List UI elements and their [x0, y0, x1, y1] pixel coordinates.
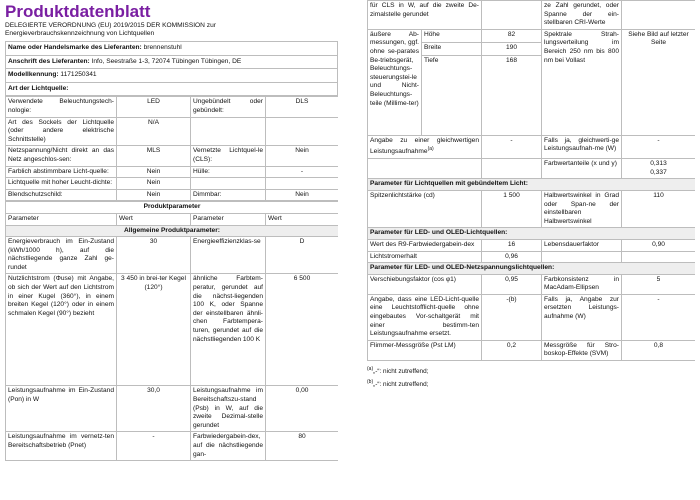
supplier-address-row	[6, 55, 338, 69]
col-header-param: Parameter	[6, 213, 117, 225]
table-row: Farbwertanteile (x und y) 0,313 0,337	[368, 159, 696, 179]
table-row: Flimmer-Messgröße (Pst LM) 0,2 Messgröße für Stro-boskop-Effekte (SVM) 0,8	[368, 340, 696, 360]
dimension-value: 82	[482, 29, 542, 42]
table-row: Leistungsaufnahme im vernetz-ten Bereitschaftsbetrieb (Pnet) - Farbwiedergabein-dex, auf die nächstliegende gan- 80	[6, 432, 339, 461]
model-value: 1171250341	[60, 71, 97, 79]
dimension-value: 168	[482, 55, 542, 135]
table-row: Verschiebungsfaktor (cos φ1) 0,95 Farbkonsistenz in MacAdam-Ellipsen 5	[368, 274, 696, 294]
regulation-line-2: Energieverbrauchskennzeichnung von Lichtquellen	[5, 30, 155, 37]
table-row: für CLS in W, auf die zweite De-zimalstelle gerundet ze Zahl gerundet, oder Spanne der ein-stellbaren CRI-Werte	[368, 1, 696, 30]
directional-heading: Parameter für Lichtquellen mit gebündeltem Licht:	[368, 179, 696, 191]
dimension-name: Höhe	[422, 29, 482, 42]
supplier-address-value: Info, Seestraße 1-3, 72074 Tübingen Tübingen, DE	[91, 57, 242, 65]
table-row: Lichtstromerhalt 0,96	[368, 251, 696, 263]
dimensions-label: äußere Ab-messungen, ggf. ohne se-parates Be-triebsgerät, Beleuchtungs-steuerungstei-le und Nicht-Beleuchtungs-teile (Millime-ter)	[368, 29, 422, 135]
table-row: Art des Sockels der Lichtquelle (oder andere elektrische Schnittstelle) N/A	[6, 117, 339, 146]
right-page	[367, 0, 695, 500]
col-header-param: Parameter	[191, 213, 266, 225]
params-col-header-row	[6, 213, 339, 225]
col-header-value: Wert	[266, 213, 339, 225]
dimensions-row: äußere Ab-messungen, ggf. ohne se-parates Be-triebsgerät, Beleuchtungs-steuerungstei-le und Nicht-Beleuchtungs-teile (Millime-ter) Höhe 82 Spektrale Strah-lungsverteilung im Bereich 250 nm bis 800 nm bei Vollast Siehe Bild auf letzter Seite	[368, 29, 696, 42]
model-row	[6, 69, 338, 83]
table-row: Nutzlichtstrom (Φuse) mit Angabe, ob sich der Wert auf den Lichtstrom in einer Kugel (360°), in einem breiten Kegel (120°) oder in einem schmalen Kegel (90°) bezieht 3 450 in brei-ter Kegel (120°) ähnliche Farbtem-peratur, gerundet auf die nächst-liegenden 100 K, oder Spanne der einstellbaren ähnli-chen Farbtempera-turen, gerundet auf die nächstliegenden 100 K 6 500	[6, 274, 339, 386]
mains-heading-row	[368, 263, 696, 275]
regulation-line-1: DELEGIERTE VERORDNUNG (EU) 2019/2015 DER KOMMISSION zur	[5, 22, 216, 29]
continued-params-table	[367, 0, 695, 361]
table-row: Verwendete Beleuchtungstech-nologie: LED Ungebündelt oder gebündelt: DLS	[6, 97, 339, 117]
supplier-address-label: Anschrift des Lieferanten:	[8, 57, 90, 65]
product-parameters-table	[5, 201, 338, 461]
footnotes	[367, 365, 695, 389]
params-heading: Produktparameter	[6, 202, 339, 214]
table-row: Leistungsaufnahme im Ein-Zustand (Pon) in W 30,0 Leistungsaufnahme im Bereitschaftszu-stand (Psb) in W, auf die zweite Dezimal-stelle gerundet 0,00	[6, 386, 339, 432]
general-heading-row	[6, 225, 339, 237]
type-heading: Art der Lichtquelle:	[6, 82, 338, 96]
table-row: Farblich abstimmbare Licht-quelle: Nein Hülle: -	[6, 166, 339, 178]
supplier-name-row	[6, 42, 338, 56]
dimension-name: Tiefe	[422, 55, 482, 135]
type-heading-row	[6, 82, 338, 96]
table-row: Blendschutzschild: Nein Dimmbar: Nein	[6, 189, 339, 201]
table-row: Energieverbrauch im Ein-Zustand (kWh/1000 h), auf die nächstliegende ganze Zahl ge-rundet 30 Energieeffizienzklas-se D	[6, 237, 339, 274]
dimension-value: 190	[482, 42, 542, 55]
params-heading-row	[6, 202, 339, 214]
led-heading-row	[368, 228, 696, 240]
dimension-name: Breite	[422, 42, 482, 55]
supplier-name-label: Name oder Handelsmarke des Lieferanten:	[8, 44, 142, 51]
mains-heading: Parameter für LED- und OLED-Netzspannungslichtquellen:	[368, 263, 696, 275]
supplier-name-value: brennenstuhl	[143, 44, 182, 51]
table-row: Spitzenlichtstärke (cd) 1 500 Halbwertswinkel in Grad oder Span-ne der einstellbaren Halbwertswinkel 110	[368, 190, 696, 227]
model-label: Modellkennung:	[8, 71, 59, 79]
table-row: Angabe zu einer gleichwertigen Leistungsaufnahme$^{(a)}$ - Falls ja, gleichwerti-ge Leistungsaufnah-me (W) -	[368, 135, 696, 158]
table-row: Angabe, dass eine LED-Licht-quelle eine Leuchtstofflicht-quelle ohne eingebautes Vor-schaltgerät mit einer bestimm-ten Leistungsaufnahme ersetzt. -(b) Falls ja, Angabe zur ersetzten Leistungs-aufnahme (W) -	[368, 294, 696, 340]
footnote-b: $^{(b)}$„-“: nicht zutreffend;	[367, 379, 429, 389]
footnote-a: $^{(a)}$„-“: nicht zutreffend;	[367, 366, 429, 376]
supplier-table	[5, 41, 338, 96]
page-title: Produktdatenblatt	[5, 2, 151, 21]
general-params-heading: Allgemeine Produktparameter:	[6, 225, 339, 237]
col-header-value: Wert	[117, 213, 191, 225]
light-source-type-table	[5, 96, 338, 201]
table-row: Netzspannung/Nicht direkt an das Netz angeschlos-sen: MLS Vernetzte Lichtquel-le (CLS): Nein	[6, 146, 339, 166]
directional-heading-row	[368, 179, 696, 191]
left-page	[5, 0, 338, 500]
table-row: Lichtquelle mit hoher Leucht-dichte: Nein	[6, 178, 339, 190]
table-row: Wert des R9-Farbwiedergabein-dex 16 Lebensdauerfaktor 0,90	[368, 239, 696, 251]
led-heading: Parameter für LED- und OLED-Lichtquellen:	[368, 228, 696, 240]
